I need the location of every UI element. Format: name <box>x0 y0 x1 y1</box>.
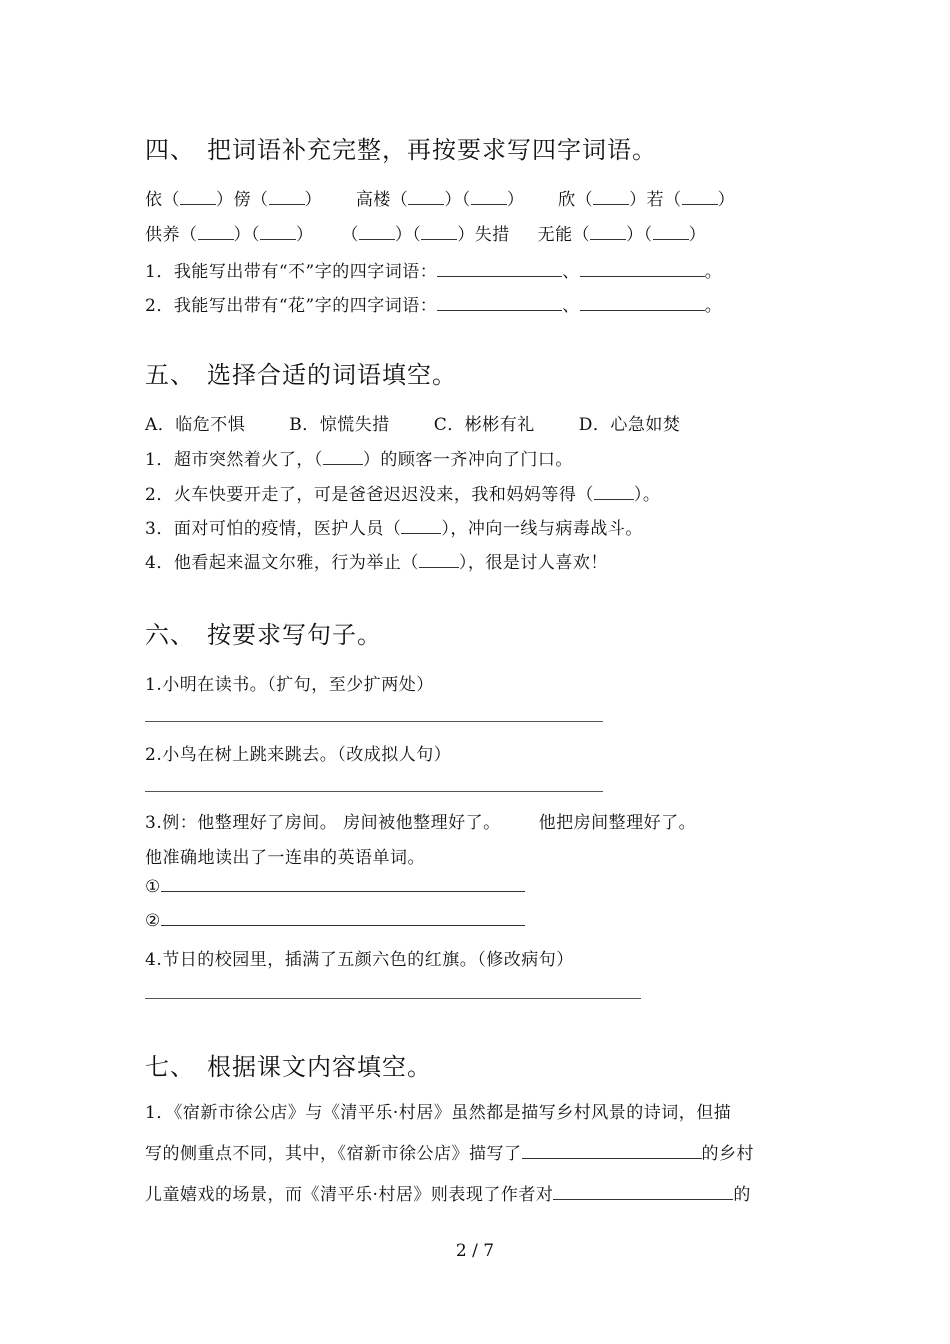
section-7-title: 七、 根据课文内容填空。 <box>145 1053 432 1081</box>
section-6-question-2: 2.小鸟在树上跳来跳去。（改成拟人句） <box>145 745 452 765</box>
section-6-title: 六、 按要求写句子。 <box>145 621 382 649</box>
blank[interactable] <box>653 238 689 240</box>
answer-blank[interactable] <box>419 566 459 568</box>
section-6-answer-2 <box>145 911 525 931</box>
answer-line[interactable] <box>145 721 603 722</box>
blank[interactable] <box>421 238 457 240</box>
section-4-row-2: 供养（ ）（ ） （ ）（ ）失措 无能（ ）（ ） <box>145 225 707 245</box>
answer-blank[interactable] <box>437 309 562 311</box>
blank[interactable] <box>198 238 234 240</box>
answer-blank[interactable] <box>522 1157 702 1159</box>
answer-blank[interactable] <box>580 275 705 277</box>
answer-blank[interactable] <box>323 463 363 465</box>
section-6-question-1: 1.小明在读书。（扩句，至少扩两处） <box>145 675 434 695</box>
section-6-answer-1 <box>145 877 525 897</box>
circle-number-1: ① <box>145 877 161 897</box>
blank[interactable] <box>408 203 444 205</box>
section-6-question-3-example: 3.例：他整理好了房间。 房间被他整理好了。 他把房间整理好了。 <box>145 813 697 833</box>
section-5-question-1: 1．超市突然着火了，（ ）的顾客一齐冲向了门口。 <box>145 450 573 470</box>
answer-line[interactable] <box>145 998 641 999</box>
blank[interactable] <box>269 203 305 205</box>
section-7-paragraph: 1．《宿新市徐公店》与《清平乐·村居》虽然都是描写乡村风景的诗词，但描 写的侧重点不同，其中，《宿新市徐公店》描写了 的乡村 儿童嬉戏的场景，而《清平乐·村居》则表现了作者对 的 <box>145 1103 754 1205</box>
blank[interactable] <box>682 203 718 205</box>
section-5-question-2: 2．火车快要开走了，可是爸爸迟迟没来，我和妈妈等得（ ）。 <box>145 485 661 505</box>
answer-blank[interactable] <box>437 275 562 277</box>
answer-blank[interactable] <box>161 924 525 926</box>
circle-number-2: ② <box>145 911 161 931</box>
blank[interactable] <box>260 238 296 240</box>
section-4-question-2: 2．我能写出带有“花”字的四字词语： 、 。 <box>145 296 723 316</box>
blank[interactable] <box>180 203 216 205</box>
blank[interactable] <box>590 238 626 240</box>
answer-blank[interactable] <box>594 498 634 500</box>
section-4-title: 四、 把词语补充完整，再按要求写四字词语。 <box>145 136 657 164</box>
section-6-question-3-sentence: 他准确地读出了一连串的英语单词。 <box>145 848 425 868</box>
answer-blank[interactable] <box>401 532 441 534</box>
answer-line[interactable] <box>145 791 603 792</box>
section-4-row-1: 依（ ）傍（ ） 高楼（ ）（ ） 欣（ ）若（ ） <box>145 190 736 210</box>
blank[interactable] <box>471 203 507 205</box>
section-4-question-1: 1．我能写出带有“不”字的四字词语： 、 。 <box>145 262 723 282</box>
page-number: 2 / 7 <box>455 1241 495 1261</box>
answer-blank[interactable] <box>553 1198 733 1200</box>
section-5-question-3: 3．面对可怕的疫情，医护人员（ ），冲向一线与病毒战斗。 <box>145 519 643 539</box>
section-6-question-4: 4.节日的校园里，插满了五颜六色的红旗。（修改病句） <box>145 950 574 970</box>
section-5-options: A．临危不惧 B．惊慌失措 C．彬彬有礼 D．心急如焚 <box>145 415 681 435</box>
section-5-title: 五、 选择合适的词语填空。 <box>145 361 457 389</box>
blank[interactable] <box>593 203 629 205</box>
blank[interactable] <box>359 238 395 240</box>
answer-blank[interactable] <box>161 890 525 892</box>
section-5-question-4: 4．他看起来温文尔雅，行为举止（ ），很是讨人喜欢！ <box>145 553 608 573</box>
answer-blank[interactable] <box>580 309 705 311</box>
